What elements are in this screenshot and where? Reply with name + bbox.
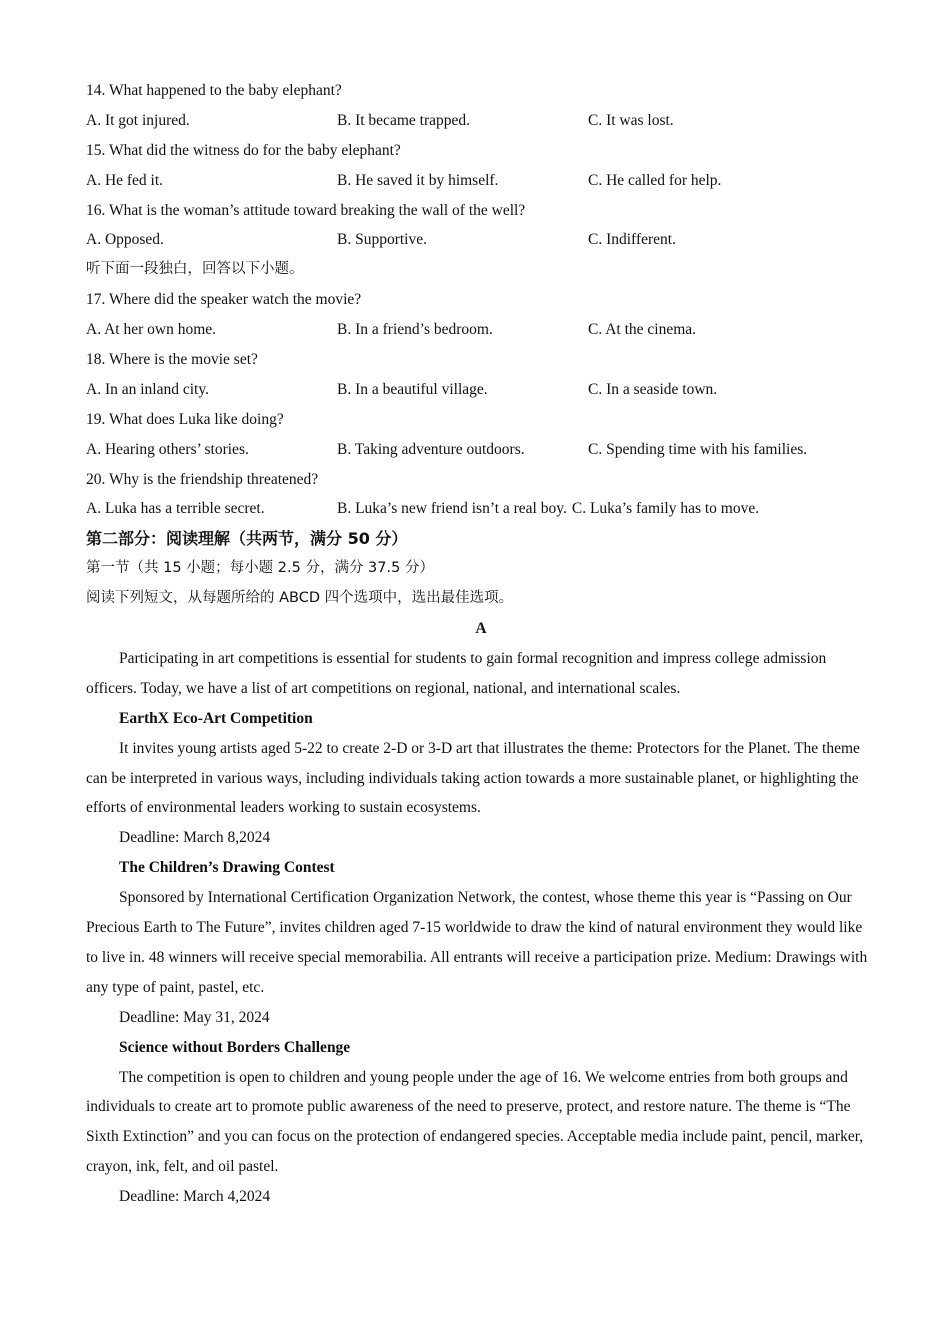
- option-a: A. It got injured.: [86, 111, 190, 129]
- option-c: C. Luka’s family has to move.: [571, 500, 760, 518]
- options-16: [86, 225, 876, 255]
- section-instruction: 阅读下列短文，从每题所给的 ABCD 四个选项中，选出最佳选项。: [86, 590, 514, 607]
- option-a: A. Opposed.: [86, 231, 164, 249]
- option-c: C. At the cinema.: [588, 321, 697, 339]
- options-15: [86, 166, 876, 196]
- options-14: [86, 106, 876, 136]
- option-c: C. In a seaside town.: [588, 380, 718, 398]
- option-b: B. It became trapped.: [337, 111, 470, 129]
- competition-title: EarthX Eco-Art Competition: [119, 709, 313, 727]
- question-17: 17. Where did the speaker watch the movie?: [86, 291, 362, 309]
- competition-description: It invites young artists aged 5-22 to create 2-D or 3-D art that illustrates the theme: Protectors for the Planet. The theme can be interpreted in various ways, including individuals taking action towards a more sustainable planet, or highlighting the efforts of environmental leaders working to sustain ecosystems.: [86, 739, 860, 817]
- question-14: 14. What happened to the baby elephant?: [86, 82, 342, 99]
- competition-deadline: Deadline: May 31, 2024: [119, 1008, 270, 1026]
- option-c: C. Spending time with his families.: [588, 440, 808, 458]
- option-b: B. Supportive.: [337, 231, 427, 249]
- option-b: B. Luka’s new friend isn’t a real boy.: [337, 500, 567, 518]
- options-20: [86, 494, 876, 524]
- option-b: B. Taking adventure outdoors.: [337, 440, 525, 458]
- section-title: 第二部分：阅读理解（共两节，满分 50 分）: [86, 529, 408, 549]
- question-19: 19. What does Luka like doing?: [86, 410, 284, 428]
- competition-title: The Children’s Drawing Contest: [119, 859, 335, 877]
- competition-title: Science without Borders Challenge: [119, 1038, 351, 1056]
- passage-label: A: [475, 620, 487, 638]
- competition-deadline: Deadline: March 8,2024: [119, 829, 271, 847]
- option-b: B. He saved it by himself.: [337, 171, 499, 189]
- question-18: 18. Where is the movie set?: [86, 351, 258, 369]
- question-16: 16. What is the woman’s attitude toward breaking the wall of the well?: [86, 201, 526, 219]
- option-a: A. At her own home.: [86, 321, 217, 339]
- intro-paragraph: Participating in art competitions is essential for students to gain formal recognition and impress college admission officers. Today, we have a list of art competitions on regional, national, and international scales.: [86, 649, 827, 697]
- options-17: [86, 315, 876, 345]
- option-c: C. He called for help.: [588, 171, 722, 189]
- option-c: C. Indifferent.: [588, 231, 676, 249]
- section-subtitle: 第一节（共 15 小题；每小题 2.5 分，满分 37.5 分）: [86, 560, 434, 577]
- option-a: A. He fed it.: [86, 171, 164, 189]
- exam-page: [86, 76, 876, 1212]
- option-a: A. Hearing others’ stories.: [86, 440, 249, 458]
- competition-deadline: Deadline: March 4,2024: [119, 1188, 271, 1206]
- competition-description: The competition is open to children and young people under the age of 16. We welcome entries from both groups and individuals to create art to promote public awareness of the need to preserve, protect, and restore nature. The theme is “The Sixth Extinction” and you can focus on the protection of endangered species. Acceptable media include paint, pencil, marker, crayon, ink, felt, and oil pastel.: [86, 1068, 864, 1176]
- option-c: C. It was lost.: [588, 111, 674, 129]
- monologue-instruction: 听下面一段独白，回答以下小题。: [86, 261, 304, 278]
- question-15: 15. What did the witness do for the baby elephant?: [86, 141, 401, 159]
- competition-description: Sponsored by International Certification Organization Network, the contest, whose theme this year is “Passing on Our Precious Earth to The Future”, invites children aged 7-15 worldwide to draw the kind of natural environment they would like to live in. 48 winners will receive special memorabilia. All entrants will receive a participation prize. Medium: Drawings with any type of paint, pastel, etc.: [86, 889, 868, 996]
- option-b: B. In a friend’s bedroom.: [337, 321, 493, 339]
- options-19: [86, 435, 876, 465]
- option-b: B. In a beautiful village.: [337, 380, 488, 398]
- option-a: A. In an inland city.: [86, 380, 209, 398]
- option-a: A. Luka has a terrible secret.: [86, 500, 265, 518]
- question-20: 20. Why is the friendship threatened?: [86, 470, 319, 488]
- options-18: [86, 375, 876, 405]
